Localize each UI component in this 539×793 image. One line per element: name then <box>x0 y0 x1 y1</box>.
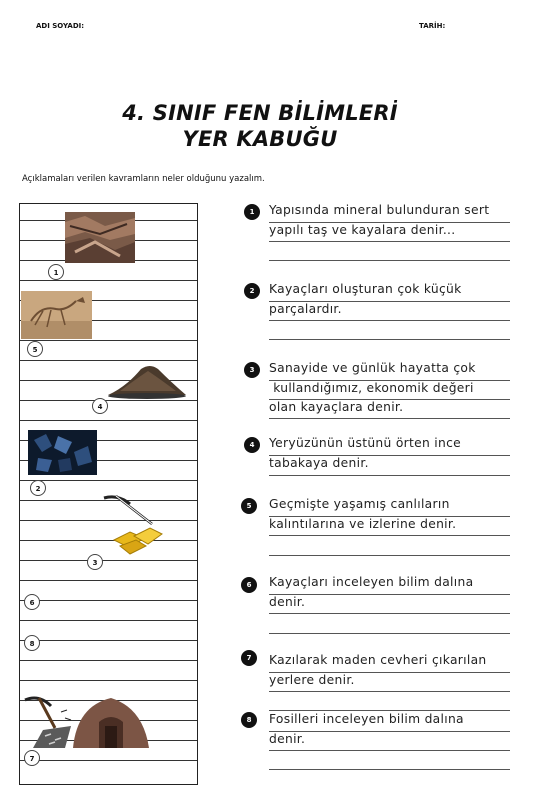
ruled-line <box>20 580 197 581</box>
writing-line <box>269 535 510 536</box>
definition-4 <box>269 434 514 473</box>
writing-line <box>269 633 510 634</box>
answer-number-1: 1 <box>48 264 64 280</box>
definition-5 <box>269 495 514 534</box>
writing-line <box>269 672 510 673</box>
definition-1 <box>269 201 514 240</box>
writing-line <box>269 769 510 770</box>
writing-line <box>269 613 510 614</box>
ruled-line <box>20 560 197 561</box>
writing-line <box>269 380 510 381</box>
name-label: ADI SOYADI: <box>36 22 85 30</box>
answer-number-8: 8 <box>24 635 40 651</box>
ruled-line <box>20 420 197 421</box>
answer-panel <box>19 203 198 785</box>
ruled-line <box>20 680 197 681</box>
definition-3-line-3: olan kayaçlara denir. <box>269 400 404 414</box>
answer-number-7: 7 <box>24 750 40 766</box>
writing-line <box>269 320 510 321</box>
definition-7-line-2: yerlere denir. <box>269 672 355 687</box>
answer-number-4: 4 <box>92 398 108 414</box>
pickaxe-gold <box>100 492 166 556</box>
definition-4-line-1: Yeryüzünün üstünü örten ince <box>269 436 462 450</box>
writing-line <box>269 750 510 751</box>
writing-line <box>269 555 510 556</box>
definition-number-1: 1 <box>244 204 260 220</box>
writing-line <box>269 691 510 692</box>
page-title-line2: YER KABUĞU <box>182 127 338 151</box>
rock-photo <box>65 212 135 263</box>
definition-1-line-1: Yapısında mineral bulunduran sert <box>269 203 490 217</box>
definition-2-line-1: Kayaçları oluşturan çok küçük <box>269 282 462 296</box>
definition-number-6: 6 <box>241 577 257 593</box>
ruled-line <box>20 660 197 661</box>
definition-3-line-2: kullandığımız, ekonomik değeri <box>269 380 474 395</box>
ruled-line <box>20 340 197 341</box>
writing-line <box>269 710 510 711</box>
definition-number-3: 3 <box>244 362 260 378</box>
writing-line <box>269 516 510 517</box>
definition-number-4: 4 <box>244 437 260 453</box>
ruled-line <box>20 620 197 621</box>
ruled-line <box>20 600 197 601</box>
writing-line <box>269 731 510 732</box>
definition-number-8: 8 <box>241 712 257 728</box>
writing-line <box>269 455 510 456</box>
definition-2-line-2: parçalardır. <box>269 301 342 316</box>
answer-number-2: 2 <box>30 480 46 496</box>
definition-number-2: 2 <box>244 283 260 299</box>
definition-5-line-1: Geçmişte yaşamış canlıların <box>269 497 450 511</box>
definition-number-7: 7 <box>241 650 257 666</box>
definition-8-line-2: denir. <box>269 731 306 746</box>
writing-line <box>269 418 510 419</box>
mine-pickaxe <box>21 692 151 750</box>
definition-6 <box>269 573 514 612</box>
writing-line <box>269 399 510 400</box>
page-title-line1: 4. SINIF FEN BİLİMLERİ <box>122 101 398 125</box>
definition-4-line-2: tabakaya denir. <box>269 455 369 470</box>
writing-line <box>269 260 510 261</box>
definition-1-line-2: yapılı taş ve kayalara denir... <box>269 222 456 237</box>
ruled-line <box>20 280 197 281</box>
answer-number-3: 3 <box>87 554 103 570</box>
definition-6-line-2: denir. <box>269 594 306 609</box>
ruled-line <box>20 400 197 401</box>
ruled-line <box>20 760 197 761</box>
definition-3-line-1: Sanayide ve günlük hayatta çok <box>269 361 476 375</box>
date-label: TARİH: <box>419 22 446 30</box>
definition-5-line-2: kalıntılarına ve izlerine denir. <box>269 516 457 531</box>
definition-2 <box>269 280 514 319</box>
definition-7 <box>269 651 514 690</box>
writing-line <box>269 339 510 340</box>
definition-3 <box>269 359 514 418</box>
fossil-photo <box>21 291 92 339</box>
writing-line <box>269 241 510 242</box>
ruled-line <box>20 640 197 641</box>
writing-line <box>269 594 510 595</box>
answer-number-6: 6 <box>24 594 40 610</box>
soil-pile <box>106 361 188 399</box>
definition-6-line-1: Kayaçları inceleyen bilim dalına <box>269 575 474 589</box>
writing-line <box>269 222 510 223</box>
mineral-photo <box>28 430 97 475</box>
definition-8-line-1: Fosilleri inceleyen bilim dalına <box>269 712 464 726</box>
answer-number-5: 5 <box>27 341 43 357</box>
ruled-line <box>20 480 197 481</box>
instruction-text: Açıklamaları verilen kavramların neler olduğunu yazalım. <box>22 174 265 184</box>
definition-number-5: 5 <box>241 498 257 514</box>
definition-7-line-1: Kazılarak maden cevheri çıkarılan <box>269 653 487 667</box>
writing-line <box>269 475 510 476</box>
definition-8 <box>269 710 514 749</box>
writing-line <box>269 301 510 302</box>
